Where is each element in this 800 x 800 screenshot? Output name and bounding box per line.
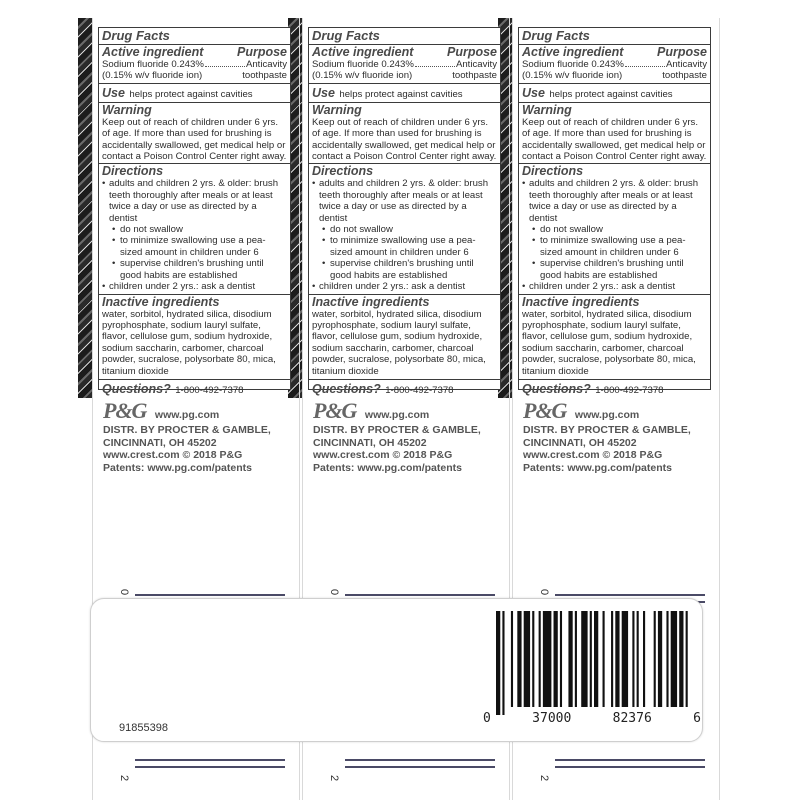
purpose-line-2: toothpaste — [452, 70, 497, 82]
carton-mark-top: 0 — [538, 588, 551, 596]
blue-rule — [555, 594, 705, 596]
purpose-heading: Purpose — [446, 45, 497, 59]
carton-mark-bottom: 2 — [538, 774, 551, 782]
direction-item: • adults and children 2 yrs. & older: brush teeth thoroughly after meals or at least twice a day or use as directed by a dentist — [522, 178, 707, 224]
active-ingredient-heading: Active ingredient — [522, 45, 624, 59]
inactive-ingredients-section — [309, 295, 500, 380]
distributor-city: CINCINNATI, OH 45202 — [103, 436, 217, 449]
active-ingredient-name: Sodium fluoride 0.243% — [312, 59, 414, 70]
warning-text: Keep out of reach of children under 6 yrs. of age. If more than used for brushing is accidentally swallowed, get medical help or contact a Poison Control Center right away. — [102, 116, 287, 163]
barcode-bar — [615, 611, 619, 707]
use-heading: Use — [312, 85, 335, 100]
direction-item: • to minimize swallowing use a pea-sized amount in children under 6 — [102, 235, 287, 258]
warning-section — [309, 103, 500, 165]
directions-heading: Directions — [312, 164, 374, 179]
drug-facts-title: Drug Facts — [522, 28, 590, 43]
inactive-ingredients-text: water, sorbitol, hydrated silica, disodium pyrophosphate, sodium lauryl sulfate, flavor, cellulose gum, sodium hydroxide, sodium saccharin, carbomer, charcoal powder, sucralose, polysorbate 80, mica, titanium dioxide — [102, 308, 276, 377]
barcode-bar — [496, 611, 500, 715]
barcode-bar — [632, 611, 634, 707]
active-ingredient-detail: (0.15% w/v fluoride ion) — [312, 70, 413, 82]
direction-item: • do not swallow — [312, 224, 497, 235]
barcode-bar — [603, 611, 605, 707]
distributor-city: CINCINNATI, OH 45202 — [313, 436, 427, 449]
barcode-bar — [594, 611, 598, 707]
barcode-bar — [554, 611, 558, 707]
directions-section — [519, 164, 710, 294]
questions-section — [99, 380, 290, 398]
use-section — [99, 84, 290, 103]
warning-text: Keep out of reach of children under 6 yrs. of age. If more than used for brushing is accidentally swallowed, get medical help or contact a Poison Control Center right away. — [522, 116, 707, 163]
direction-item: • do not swallow — [522, 224, 707, 235]
active-ingredient-section — [99, 45, 290, 84]
barcode-bar — [560, 611, 562, 707]
warning-text: Keep out of reach of children under 6 yrs. of age. If more than used for brushing is accidentally swallowed, get medical help or contact a Poison Control Center right away. — [312, 116, 497, 163]
manufacturer-block — [523, 398, 691, 474]
questions-section — [519, 380, 710, 398]
purpose-line-1: Anticavity — [455, 59, 497, 70]
use-heading: Use — [102, 85, 125, 100]
direction-item: • to minimize swallowing use a pea-sized amount in children under 6 — [522, 235, 707, 258]
active-ingredient-name: Sodium fluoride 0.243% — [102, 59, 204, 70]
purpose-line-2: toothpaste — [662, 70, 707, 82]
direction-item: • supervise children's brushing until good habits are established — [312, 258, 497, 281]
inactive-ingredients-section — [99, 295, 290, 380]
direction-item: • adults and children 2 yrs. & older: brush teeth thoroughly after meals or at least twice a day or use as directed by a dentist — [312, 178, 497, 224]
distributor-line: DISTR. BY PROCTER & GAMBLE, — [313, 424, 481, 436]
drug-facts-panel — [518, 27, 711, 396]
copyright-line: www.crest.com © 2018 P&G — [103, 449, 243, 461]
barcode-bar — [511, 611, 513, 707]
pg-url: www.pg.com — [574, 409, 640, 421]
directions-list — [522, 178, 707, 293]
barcode-bar — [658, 611, 662, 707]
purpose-line-1: Anticavity — [245, 59, 287, 70]
inactive-ingredients-section — [519, 295, 710, 380]
barcode — [496, 611, 692, 715]
barcode-bar — [532, 611, 534, 707]
patents-line: Patents: www.pg.com/patents — [103, 461, 252, 474]
barcode-digits — [483, 711, 701, 726]
questions-heading: Questions? — [522, 381, 591, 396]
pg-logo: P&G — [313, 398, 357, 423]
use-text: helps protect against cavities — [549, 88, 673, 100]
purpose-line-2: toothpaste — [242, 70, 287, 82]
barcode-bar — [581, 611, 587, 707]
barcode-bar — [666, 611, 668, 707]
warning-heading: Warning — [102, 102, 152, 117]
barcode-bar — [543, 611, 552, 707]
copyright-line: www.crest.com © 2018 P&G — [523, 449, 663, 461]
directions-list — [312, 178, 497, 293]
pg-logo: P&G — [103, 398, 147, 423]
barcode-digit-system: 0 — [483, 711, 491, 726]
patents-line: Patents: www.pg.com/patents — [523, 461, 672, 474]
barcode-label — [90, 598, 703, 742]
use-heading: Use — [522, 85, 545, 100]
inactive-ingredients-heading: Inactive ingredients — [522, 294, 640, 309]
inactive-ingredients-heading: Inactive ingredients — [312, 294, 430, 309]
drug-facts-title: Drug Facts — [102, 28, 170, 43]
barcode-bar — [679, 611, 683, 707]
direction-item: • to minimize swallowing use a pea-sized amount in children under 6 — [312, 235, 497, 258]
barcode-bar — [654, 611, 656, 707]
active-ingredient-heading: Active ingredient — [102, 45, 204, 59]
blue-rule — [135, 759, 285, 761]
barcode-bar — [686, 611, 688, 707]
purpose-heading: Purpose — [236, 45, 287, 59]
questions-heading: Questions? — [312, 381, 381, 396]
barcode-bar — [611, 611, 613, 707]
patents-line: Patents: www.pg.com/patents — [313, 461, 462, 474]
barcode-bar — [539, 611, 541, 707]
warning-heading: Warning — [312, 102, 362, 117]
blue-rule — [345, 759, 495, 761]
questions-heading: Questions? — [102, 381, 171, 396]
distributor-line: DISTR. BY PROCTER & GAMBLE, — [103, 424, 271, 436]
active-ingredient-detail: (0.15% w/v fluoride ion) — [102, 70, 203, 82]
blue-rule — [555, 766, 705, 768]
active-ingredient-section — [309, 45, 500, 84]
blue-rule — [345, 594, 495, 596]
active-ingredient-detail: (0.15% w/v fluoride ion) — [522, 70, 623, 82]
questions-phone: 1-800-492-7378 — [175, 384, 244, 396]
blue-rule — [345, 766, 495, 768]
barcode-bar — [671, 611, 677, 707]
drug-facts-title-section — [309, 28, 500, 45]
active-ingredient-section — [519, 45, 710, 84]
manufacturer-block — [313, 398, 481, 474]
inactive-ingredients-text: water, sorbitol, hydrated silica, disodium pyrophosphate, sodium lauryl sulfate, flavor, cellulose gum, sodium hydroxide, sodium saccharin, carbomer, charcoal powder, sucralose, polysorbate 80, mica, titanium dioxide — [312, 308, 486, 377]
barcode-digit-check: 6 — [693, 711, 701, 726]
directions-list — [102, 178, 287, 293]
copyright-line: www.crest.com © 2018 P&G — [313, 449, 453, 461]
barcode-bar — [517, 611, 521, 707]
barcode-bar — [524, 611, 530, 707]
carton-mark-bottom: 2 — [328, 774, 341, 782]
active-ingredient-heading: Active ingredient — [312, 45, 414, 59]
purpose-line-1: Anticavity — [665, 59, 707, 70]
use-text: helps protect against cavities — [129, 88, 253, 100]
blue-rule — [135, 594, 285, 596]
drug-facts-title-section — [99, 28, 290, 45]
manufacturer-block — [103, 398, 271, 474]
drug-facts-title: Drug Facts — [312, 28, 380, 43]
barcode-bar — [622, 611, 628, 707]
directions-section — [309, 164, 500, 294]
active-ingredient-name: Sodium fluoride 0.243% — [522, 59, 624, 70]
leader-dots — [625, 66, 665, 67]
lot-number: 91855398 — [119, 722, 168, 734]
direction-item: • do not swallow — [102, 224, 287, 235]
directions-heading: Directions — [102, 164, 164, 179]
questions-phone: 1-800-492-7378 — [385, 384, 454, 396]
barcode-bar — [637, 611, 639, 707]
pg-url: www.pg.com — [364, 409, 430, 421]
barcode-bar — [643, 611, 645, 707]
questions-phone: 1-800-492-7378 — [595, 384, 664, 396]
warning-section — [99, 103, 290, 165]
blue-rule — [135, 766, 285, 768]
questions-section — [309, 380, 500, 398]
pg-logo: P&G — [523, 398, 567, 423]
leader-dots — [415, 66, 455, 67]
decor-strip — [78, 18, 92, 398]
use-section — [519, 84, 710, 103]
pg-url: www.pg.com — [154, 409, 220, 421]
barcode-digit-left: 37000 — [532, 711, 572, 726]
warning-heading: Warning — [522, 102, 572, 117]
leader-dots — [205, 66, 245, 67]
direction-item: • children under 2 yrs.: ask a dentist — [522, 281, 707, 292]
barcode-digit-right: 82376 — [612, 711, 652, 726]
barcode-bar — [590, 611, 592, 707]
distributor-line: DISTR. BY PROCTER & GAMBLE, — [523, 424, 691, 436]
inactive-ingredients-heading: Inactive ingredients — [102, 294, 220, 309]
drug-facts-title-section — [519, 28, 710, 45]
direction-item: • children under 2 yrs.: ask a dentist — [312, 281, 497, 292]
direction-item: • supervise children's brushing until good habits are established — [102, 258, 287, 281]
drug-facts-panel — [98, 27, 291, 396]
directions-section — [99, 164, 290, 294]
use-text: helps protect against cavities — [339, 88, 463, 100]
carton-mark-top: 0 — [328, 588, 341, 596]
drug-facts-panel — [308, 27, 501, 396]
direction-item: • adults and children 2 yrs. & older: brush teeth thoroughly after meals or at least twice a day or use as directed by a dentist — [102, 178, 287, 224]
directions-heading: Directions — [522, 164, 584, 179]
purpose-heading: Purpose — [656, 45, 707, 59]
use-section — [309, 84, 500, 103]
carton-mark-bottom: 2 — [118, 774, 131, 782]
carton-mark-top: 0 — [118, 588, 131, 596]
barcode-bar — [568, 611, 572, 707]
distributor-city: CINCINNATI, OH 45202 — [523, 436, 637, 449]
warning-section — [519, 103, 710, 165]
inactive-ingredients-text: water, sorbitol, hydrated silica, disodium pyrophosphate, sodium lauryl sulfate, flavor, cellulose gum, sodium hydroxide, sodium saccharin, carbomer, charcoal powder, sucralose, polysorbate 80, mica, titanium dioxide — [522, 308, 696, 377]
barcode-bar — [502, 611, 504, 715]
direction-item: • children under 2 yrs.: ask a dentist — [102, 281, 287, 292]
blue-rule — [555, 759, 705, 761]
direction-item: • supervise children's brushing until good habits are established — [522, 258, 707, 281]
barcode-bar — [575, 611, 577, 707]
